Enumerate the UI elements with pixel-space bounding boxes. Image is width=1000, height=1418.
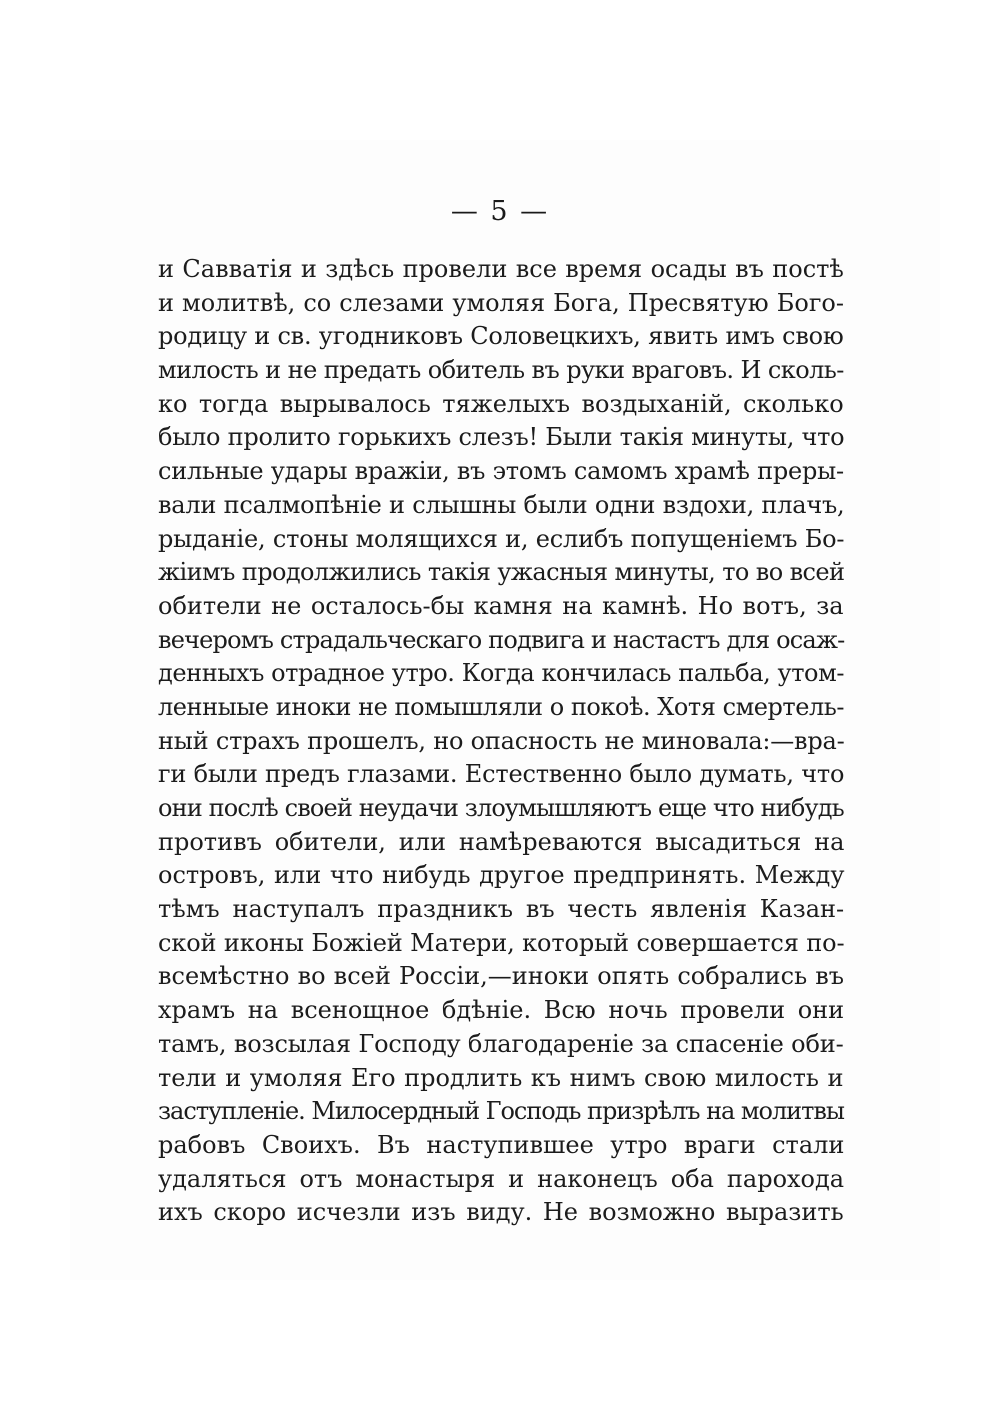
text-line: ихъ скоро исчезли изъ виду. Не возможно выразить	[158, 1198, 844, 1227]
text-line: обители не осталось-бы камня на камнѣ. Но вотъ, за	[158, 591, 844, 620]
text-line: сильные удары вражіи, въ этомъ самомъ храмѣ преры-	[158, 457, 844, 486]
text-line: рыданіе, стоны молящихся и, еслибъ попущеніемъ Бо-	[158, 524, 845, 553]
text-line: денныхъ отрадное утро. Когда кончилась пальба, утом-	[158, 659, 845, 688]
text-line: заступленіе. Милосердный Господь призрѣлъ на молитвы	[158, 1097, 844, 1126]
text-line: родицу и св. угодниковъ Соловецкихъ, явить имъ свою	[158, 322, 844, 351]
text-line: ги были предъ глазами. Естественно было думать, что	[158, 760, 845, 789]
page-number: — 5 —	[450, 196, 550, 227]
text-line: вали псалмопѣніе и слышны были одни вздохи, плачъ,	[158, 490, 845, 519]
text-line: ской иконы Божіей Матери, который совершается по-	[158, 928, 845, 957]
text-line: тѣмъ наступалъ праздникъ въ честь явленія Казан-	[158, 895, 845, 924]
text-line: противъ обители, или намѣреваются высадиться на	[158, 827, 845, 856]
text-line: ный страхъ прошелъ, но опасность не миновала:—вра-	[158, 726, 845, 755]
text-line: они послѣ своей неудачи злоумышляютъ еще что нибудь	[158, 794, 844, 822]
text-line: островъ, или что нибудь другое предпринять. Между	[158, 861, 845, 890]
text-line: удаляться отъ монастыря и наконецъ оба парохода	[158, 1164, 845, 1193]
text-line: жіимъ продолжились такія ужасныя минуты, то во всей	[158, 558, 845, 587]
text-line: милость и не предать обитель въ руки враговъ. И сколь-	[158, 356, 844, 385]
text-line: храмъ на всенощное бдѣніе. Всю ночь провели они	[158, 996, 845, 1025]
body-text	[158, 253, 844, 1230]
text-line: вечеромъ страдальческаго подвига и настастъ для осаж-	[158, 625, 845, 654]
text-line: тамъ, возсылая Господу благодареніе за спасеніе оби-	[158, 1029, 844, 1058]
text-line: и молитвѣ, со слезами умоляя Бога, Пресвятую Бого-	[158, 288, 844, 317]
text-line: и Савватія и здѣсь провели все время осады въ постѣ	[158, 255, 844, 283]
text-line: тели и умоляя Его продлить къ нимъ свою милость и	[158, 1063, 844, 1092]
text-line: рабовъ Своихъ. Въ наступившее утро враги стали	[158, 1130, 845, 1159]
text-line: ко тогда вырывалось тяжелыхъ воздыханій, сколько	[158, 389, 844, 418]
text-line: было пролито горькихъ слезъ! Были такія минуты, что	[158, 423, 845, 452]
text-line: ленныые иноки не помышляли о покоѣ. Хотя смертель-	[158, 692, 845, 721]
text-line: всемѣстно во всей Россіи,—иноки опять собрались въ	[158, 962, 845, 991]
